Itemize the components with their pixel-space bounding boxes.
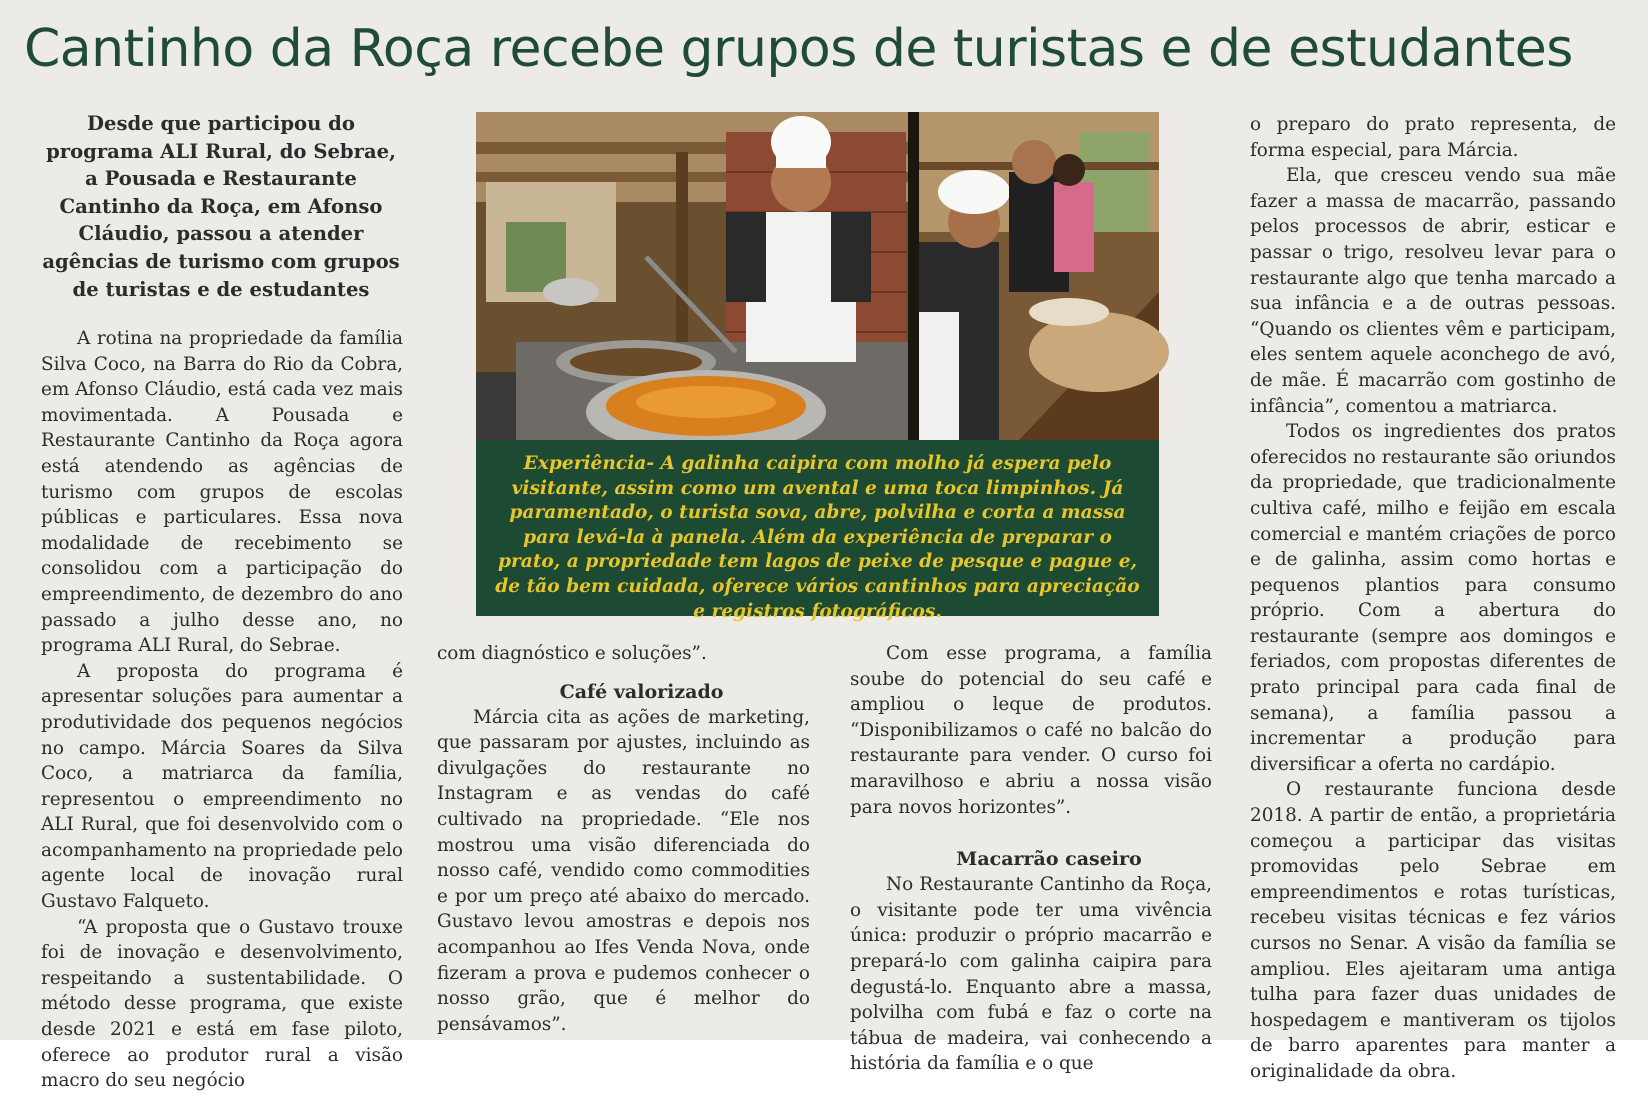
photo-pasta-making — [919, 112, 1159, 440]
column4-paragraph-3: O restaurante funciona desde 2018. A partir de então, a proprietária começou a participar das visitas promovidas pelo Sebrae em empreendimentos e rotas turísticas, recebeu visitas técnicas e fez vários cursos no Senar. A visão da família se ampliou. Eles ajeitaram uma antiga tulha para fazer duas unidades de hospedagem e mantiveram os tijolos de barro aparentes para manter a originalidade da obra. — [1250, 779, 1616, 1082]
column4-continuation: o preparo do prato representa, de forma especial, para Márcia. — [1250, 114, 1616, 161]
column4-paragraph-2: Todos os ingredientes dos pratos oferecidos no restaurante são oriundos da propriedade, que tradicionalmente cultiva café, milho e feijão em escala comercial e mantém criações de porco e de galinha, assim como hortas e pequenos plantios para consumo próprio. Com a abertura do restaurante (sempre aos domingos e feriados, com propostas diferentes de prato principal para cada final de semana), a família passou a incrementar a produção para diversificar a oferta no cardápio. — [1250, 421, 1616, 775]
column1-paragraph-2: A proposta do programa é apresentar soluções para aumentar a produtividade dos pequenos negócios no campo. Márcia Soares da Silva Coco, a matriarca da família, representou o empreendimento no ALI Rural, que foi desenvolvido com o acompanhamento na propriedade pelo agente local de inovação rural Gustavo Falqueto. — [41, 660, 403, 913]
subhead-cafe-valorizado: Café valorizado — [559, 680, 724, 703]
column4-paragraph-1: Ela, que cresceu vendo sua mãe fazer a massa de macarrão, passando pelos processos de abrir, esticar e passar o trigo, resolveu levar para o restaurante algo que tenha marcado a sua infância e a de outras pessoas. “Quando os clientes vêm e participam, eles sentem aquele aconchego de avó, de mãe. É macarrão com gostinho de infância”, comentou a matriarca. — [1250, 165, 1616, 417]
column3-paragraph-2: No Restaurante Cantinho da Roça, o visitante pode ter uma vivência única: produzir o próprio macarrão e prepará-lo com galinha caipira para degustá-lo. Enquanto abre a massa, polvilha com fubá e faz o corte na tábua de madeira, vai conhecendo a história da família e o que — [850, 874, 1212, 1075]
article-column-2 — [437, 641, 810, 1035]
article-column-4 — [1250, 112, 1616, 1082]
photo-block — [476, 112, 1159, 440]
article-column-1 — [41, 326, 403, 1092]
headline: Cantinho da Roça recebe grupos de turistas e de estudantes — [24, 19, 1573, 79]
photo-caption: Experiência- A galinha caipira com molho já espera pelo visitante, assim como um avental e uma toca limpinhos. Já paramentado, o turista sova, abre, polvilha e corta a massa para levá-la à panela. Além da experiência de preparar o prato, a propriedade tem lagos de peixe de pesque e pague e, de tão bem cuidada, oferece vários cantinhos para apreciação e registros fotográficos. — [476, 440, 1159, 616]
column1-paragraph-1: A rotina na propriedade da família Silva Coco, na Barra do Rio da Cobra, em Afonso Cláudio, está cada vez mais movimentada. A Pousada e Restaurante Cantinho da Roça agora está atendendo as agências de turismo com grupos de escolas públicas e particulares. Essa nova modalidade de recebimento se consolidou com a participação do empreendimento, de dezembro do ano passado a julho desse ano, no programa ALI Rural, do Sebrae. — [41, 328, 403, 657]
lead-paragraph: Desde que participou do programa ALI Rural, do Sebrae, a Pousada e Restaurante Cantinho da Roça, em Afonso Cláudio, passou a atender agências de turismo com grupos de turistas e de estudantes — [42, 112, 400, 301]
subhead-macarrao-caseiro: Macarrão caseiro — [956, 848, 1142, 871]
photo-cook-stove — [476, 112, 908, 440]
article-column-3 — [850, 641, 1212, 1075]
column3-paragraph-1: Com esse programa, a família soube do potencial do seu café e ampliou o leque de produtos. “Disponibilizamos o café no balcão do restaurante para vender. O curso foi maravilhoso e abriu a nossa visão para novos horizontes”. — [850, 643, 1212, 818]
column2-paragraph-1: Márcia cita as ações de marketing, que passaram por ajustes, incluindo as divulgações do restaurante no Instagram e as vendas do café cultivado na propriedade. “Ele nos mostrou uma visão diferenciada do nosso café, vendido como commodities e por um preço até abaixo do mercado. Gustavo levou amostras e depois nos acompanhou ao Ifes Venda Nova, onde fizeram a prova e pudemos conhecer o nosso grão, que é melhor do pensávamos”. — [437, 706, 810, 1035]
column1-paragraph-3: “A proposta que o Gustavo trouxe foi de inovação e desenvolvimento, respeitando a sustentabilidade. O método desse programa, que existe desde 2021 e está em fase piloto, oferece ao produtor rural a visão macro do seu negócio — [41, 916, 403, 1092]
column2-continuation: com diagnóstico e soluções”. — [437, 643, 707, 664]
